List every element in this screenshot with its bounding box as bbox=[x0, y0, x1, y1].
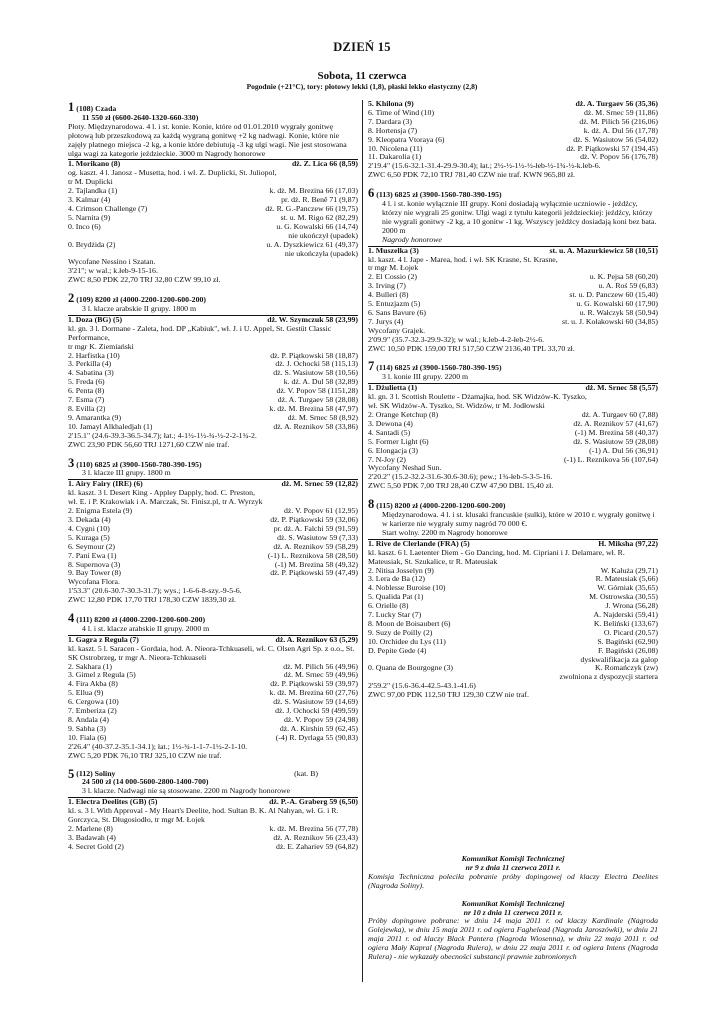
horse-name: 4. Santadi (5) bbox=[368, 428, 411, 437]
horse-name: 0. Brydżida (2) bbox=[68, 240, 116, 249]
jockey-info: dż. M. Srnec 58 (5,57) bbox=[585, 383, 658, 393]
horse-name: 1. Doza (BG) (5) bbox=[68, 315, 123, 324]
jockey-info: J. Wrona (56,28) bbox=[605, 601, 658, 611]
horse-name: 7. Lucky Star (7) bbox=[368, 611, 422, 620]
jockey-info: dż. P. Piątkowski 57 (194,45) bbox=[566, 143, 658, 153]
horse-name: 5. Kuraga (5) bbox=[68, 533, 110, 542]
jockey-info: nie ukończył (upadek) bbox=[288, 230, 358, 240]
jockey-info: dż. A. Turgaev 58 (28,08) bbox=[277, 395, 358, 405]
komunikat-1-text: Komisja Techniczna poleciła pobranie próby dopingowej od klaczy Electra Deelites (Nagroda Soliny). bbox=[368, 871, 658, 890]
race-title: (114) 6825 zł (3900-1560-780-390-195) bbox=[376, 363, 502, 373]
horse-name: 6. Penta (8) bbox=[68, 387, 105, 396]
spacer bbox=[368, 491, 658, 497]
horse-name: 5. Narnita (9) bbox=[68, 213, 111, 222]
horse-name: 8. Supernova (3) bbox=[68, 560, 121, 569]
jockey-info: dż. M. Pilich 56 (49,96) bbox=[283, 661, 358, 671]
jockey-info: S. Bagiński (62,90) bbox=[597, 636, 658, 646]
jockey-info: st. u. J. Kołakowski 60 (34,85) bbox=[562, 316, 658, 326]
jockey-info: dż. M. Srnec 58 (8,92) bbox=[287, 412, 358, 422]
horse-name: 1. Gagra z Regula (7) bbox=[68, 635, 139, 644]
horse-name: 5. Khilona (9) bbox=[368, 100, 414, 108]
jockey-info: k. dż. A. Dul 58 (32,89) bbox=[283, 377, 358, 387]
horse-name: 6. Sans Bavure (6) bbox=[368, 308, 427, 317]
jockey-info: st. u. M. Rigo 62 (82,29) bbox=[280, 212, 358, 222]
horse-name: 5. Qualida Pat (1) bbox=[368, 593, 424, 602]
text-line: kl. kaszt. 4 l. Jape - Marea, hod. i wł. SK Krasne, St. Krasne, bbox=[368, 254, 558, 264]
jockey-info: dż. S. Wasiutow 58 (10,56) bbox=[273, 368, 358, 378]
komunikat-1-subtitle: nr 9 z dnia 11 czerwca 2011 r. bbox=[465, 862, 561, 872]
horse-name: 7. Emberiza (2) bbox=[68, 707, 117, 716]
right-column bbox=[368, 100, 658, 700]
jockey-info: dż. M. Pilich 56 (216,06) bbox=[579, 116, 658, 126]
horse-name: 7. Pani Ewa (1) bbox=[68, 551, 117, 560]
jockey-info: dż. W. Szymczuk 58 (23,99) bbox=[267, 314, 358, 324]
horse-name: 2. El Cossio (2) bbox=[368, 273, 417, 282]
jockey-info: k. dż. M. Brezina 66 (17,03) bbox=[269, 186, 358, 196]
jockey-info: R. Mateusiak (5,66) bbox=[595, 574, 658, 584]
horse-name: 6. Cergowa (10) bbox=[68, 698, 119, 707]
text-line: 11 550 zł (6600-2640-1320-660-330) bbox=[82, 112, 199, 122]
race-title: (109) 8200 zł (4000-2200-1200-600-200) bbox=[76, 295, 206, 305]
jockey-info: dż. S. Wasiutow 59 (7,33) bbox=[277, 532, 358, 542]
race-title: (108) Czada bbox=[76, 104, 117, 113]
text-line: Międzynarodowa. 4 l. i st. klusaki francuskie (sulki), które w 2010 r. wygrały gonitwę i w karierze nie wygrały sumy nagród 70 000 €. bbox=[382, 510, 655, 528]
horse-name: 3. Perkilla (4) bbox=[68, 360, 112, 369]
jockey-info: dyskwalifikacja za galop bbox=[580, 654, 658, 664]
race-title: (112) Soliny bbox=[76, 768, 116, 778]
horse-name: 5. Former Light (6) bbox=[368, 437, 429, 446]
text-line: 3 l. klacze. Nadwagi nie są stosowane. 2200 m Nagrody honorowe bbox=[82, 786, 291, 796]
horse-name: 2. Harfistka (10) bbox=[68, 351, 120, 360]
text-line: Wycofane Nessino i Szatan. bbox=[68, 257, 156, 267]
horse-name: 1. Morikano (8) bbox=[68, 160, 121, 169]
text-line: Płoty. Międzynarodowa. 4 l. i st. konie. Konie, które od 01.01.2010 wygrały gonitwę płotową lub przeszkodową za każdą wygraną gonitwę +2 kg nadwagi. Konie, które nie zajęły płatnego miejsca -2 kg, a konie które debiutują -3 kg ulgi wagi. Nie jest stosowana ulga wagi za kategorie jeździeckie. 3000 m Nagrody honorowe bbox=[68, 121, 347, 158]
race-number: 8 bbox=[368, 497, 375, 512]
race-number: 2 bbox=[68, 291, 75, 306]
text-line: ZWC 12,80 PDK 17,70 TRJ 178,30 CZW 1839,30 zł. bbox=[68, 595, 236, 605]
horse-name: 3. Gimel z Regula (5) bbox=[68, 671, 136, 680]
text-line: 4 l. i st. konie wyłącznie III grupy. Koni dosiadają wyłącznie uczniowie - jeźdźcy, którzy nie wygrali 25 gonitw. Ulgi wagi z tytułu kategorii jeździeckiej: jeźdźcy, którzy nie wygrali gonitwy -2 kg, a 10 gonitw -1 kg. Wszyscy jeźdźcy dosiadają koni bez bata. 2000 m bbox=[382, 199, 657, 235]
horse-name: 0. Inco (6) bbox=[68, 222, 101, 231]
horse-name: 9. Kleopatra Vtoraya (6) bbox=[368, 135, 445, 144]
jockey-info: dż. A. Reznikov 56 (23,43) bbox=[273, 832, 358, 842]
race-title: (113) 6825 zł (3900-1560-780-390-195) bbox=[376, 190, 502, 200]
text-line: ZWC 8,50 PDK 22,70 TRJ 32,80 CZW 99,10 zł. bbox=[68, 275, 221, 285]
text-line: kl. kaszt. 6 l. Laetenter Diem - Go Dancing, hod. M. Cipriani i J. Delamare, wł. R. Mateusiak, St. Szukalice, tr R. Mateusiak bbox=[368, 547, 625, 566]
komunikaty bbox=[368, 855, 658, 962]
horse-name: 4. Sabatina (3) bbox=[68, 369, 114, 378]
jockey-info: dż. P. Piątkowski 59 (39,97) bbox=[270, 679, 358, 689]
horse-name: 10. Orchidee du Lys (11) bbox=[368, 637, 446, 646]
text-line: 4 l. i st. klacze arabskie II grupy. 2000 m bbox=[82, 623, 210, 633]
horse-name: 9. Amarantka (9) bbox=[68, 413, 122, 422]
text-line: 1'53.3" (20.6-30.7-30.3-31.7); wys.; 1-6-6-8-szy.-9-5-6. bbox=[68, 586, 242, 596]
jockey-info: u. K. Pejsa 58 (60,20) bbox=[589, 272, 658, 282]
horse-name: 9. Suzy de Poilly (2) bbox=[368, 628, 433, 637]
horse-name: 2. Sakhara (1) bbox=[68, 662, 112, 671]
jockey-info: (-1) A. Dul 56 (36,91) bbox=[589, 445, 658, 455]
horse-name: 2. Tajlandka (1) bbox=[68, 187, 118, 196]
jockey-info: dż. M. Srnec 59 (11,86) bbox=[584, 107, 658, 117]
jockey-info: k. dż. M. Brezina 58 (47,97) bbox=[269, 404, 358, 413]
race-number: 5 bbox=[68, 766, 75, 781]
spacer bbox=[68, 605, 358, 611]
jockey-info: H. Miksha (97,22) bbox=[598, 538, 658, 548]
jockey-info: pr. dż. R. Beně 71 (9,87) bbox=[281, 195, 358, 205]
race-title: (111) 8200 zł (4000-2200-1200-600-200) bbox=[76, 615, 206, 625]
jockey-info: dż. E. Zahariev 59 (64,82) bbox=[275, 841, 358, 851]
text-line: 3 l. konie III grupy. 2200 m bbox=[382, 372, 469, 382]
text-line: ZWC 97,00 PDK 112,50 TRJ 129,30 CZW nie traf. bbox=[368, 690, 529, 700]
jockey-info: dż. J. Ochocki 59 (499,59) bbox=[275, 706, 358, 716]
jockey-info: O. Picard (20,57) bbox=[603, 627, 658, 637]
jockey-info: dż. A. Turgaev 60 (7,88) bbox=[581, 410, 658, 419]
jockey-info: pr. dż. A. Falchi 59 (91,59) bbox=[273, 523, 358, 533]
horse-name: 8. Evilla (2) bbox=[68, 405, 106, 413]
horse-name: 1. Rive de Clerlande (FRA) (5) bbox=[368, 539, 470, 548]
jockey-info: dż. P. Piątkowski 59 (32,06) bbox=[270, 514, 358, 524]
horse-name: 5. Ellua (9) bbox=[68, 689, 104, 698]
jockey-info: dż. V. Popov 56 (176,78) bbox=[580, 152, 658, 162]
text-line: 2'26.4" (40-37.2-35.1-34.1); łat.; 1½-¾-1-1-7-1½-2-1-10. bbox=[68, 741, 248, 751]
jockey-info: (-1) M. Brezina 58 (40,37) bbox=[574, 427, 658, 437]
jockey-info: dż. Z. Lica 66 (8,59) bbox=[291, 159, 358, 169]
horse-name: 4. Crimson Challenge (7) bbox=[68, 204, 148, 213]
text-line: kl. kaszt. 5 l. Saracen - Gordaia, hod. A. Nieora-Tchkuaseli, wł. C. Olsen Agri Sp. z o.o., St. SK Ostrobrzeg, tr mgr A. Nieora-Tchkuaseli bbox=[68, 643, 355, 662]
horse-name: 5. Freda (6) bbox=[68, 378, 105, 387]
spacer bbox=[68, 761, 358, 767]
race-number: 3 bbox=[68, 455, 75, 470]
jockey-info: dż. J. Ochocki 58 (115,13) bbox=[275, 359, 358, 369]
horse-name: 2. Orange Ketchup (8) bbox=[368, 411, 439, 419]
jockey-info: k. dż. M. Brezina 56 (77,78) bbox=[269, 823, 358, 833]
spacer bbox=[368, 180, 658, 186]
horse-name: 1. Muszelka (3) bbox=[368, 246, 419, 255]
race-title: (115) 8200 zł (4000-2200-1200-600-200) bbox=[376, 501, 506, 511]
jockey-info: nie ukończyła (upadek) bbox=[284, 248, 358, 258]
horse-name: 4. Secret Gold (2) bbox=[68, 842, 124, 851]
column-divider bbox=[362, 100, 363, 982]
text-line: Wycofany Neshad Sun. bbox=[368, 463, 442, 473]
text-line: 2'19.4" (15.6-32.1-31.4-29.9-30.4); łat.; 2½-½-1½-½-łeb-½-1¾-½-k.łeb-6. bbox=[368, 161, 601, 171]
jockey-info: k. dż. M. Brezina 60 (27,76) bbox=[269, 688, 358, 698]
horse-name: 3. Lera de Ba (12) bbox=[368, 575, 425, 584]
horse-name: 3. Irving (7) bbox=[368, 282, 406, 291]
horse-name: 3. Dekada (4) bbox=[68, 515, 111, 524]
spacer bbox=[368, 353, 658, 359]
text-line: kl. kaszt. 3 l. Desert King - Appley Dapply, hod. C. Preston, bbox=[68, 488, 256, 498]
horse-name: 8. Moon de Boisaubert (6) bbox=[368, 619, 451, 628]
horse-name: 10. Fiala (6) bbox=[68, 733, 107, 742]
horse-name: D. Pepite Gede (4) bbox=[368, 646, 427, 655]
jockey-info: dż. P. Piątkowski 58 (18,87) bbox=[270, 350, 358, 360]
horse-name: 3. Dewona (4) bbox=[368, 419, 413, 428]
jockey-info: (-1) L. Reznikova 56 (107,64) bbox=[564, 454, 658, 464]
komunikat-2-subtitle: nr 10 z dnia 11 czerwca 2011 r. bbox=[463, 907, 563, 917]
jockey-info: dż. A. Reznikov 57 (41,67) bbox=[573, 418, 658, 428]
jockey-info: (-1) M. Brezina 58 (49,32) bbox=[274, 559, 358, 569]
horse-name: 6. Time of Wind (10) bbox=[368, 108, 435, 117]
jockey-info: zwolniona z dyspozycji startera bbox=[559, 672, 658, 682]
text-line: kl. gn. 3 l. Dormane - Zaleta, hod. DP „Kabiuk", wł. J. i U. Appel, St. Gestüt Classic Performance, bbox=[68, 323, 332, 342]
text-line: 2'09.9" (35.7-32.3-29.9-32); w wal.; k.łeb-4-2-łeb-2½-6. bbox=[368, 334, 545, 344]
horse-name: 4. Cygni (10) bbox=[68, 524, 110, 533]
horse-name: 6. Seymour (2) bbox=[68, 542, 115, 551]
horse-name: 8. Andala (4) bbox=[68, 716, 109, 724]
jockey-info: dż. P.-A. Graberg 59 (6,50) bbox=[269, 797, 358, 807]
horse-name: 9. Sabha (3) bbox=[68, 724, 106, 733]
race-category: (kat. B) bbox=[294, 768, 318, 778]
jockey-info: u. G. Kowalski 66 (14,74) bbox=[276, 221, 358, 231]
spacer bbox=[68, 450, 358, 456]
jockey-info: dż. R. G.-Panczew 66 (19,75) bbox=[265, 203, 358, 213]
jockey-info: (-1) L. Reznikova 58 (28,50) bbox=[267, 550, 358, 560]
text-line: 24 500 zł (14 000-5600-2800-1400-700) bbox=[82, 777, 209, 787]
horse-name: 2. Nitisa Josselyn (9) bbox=[368, 566, 434, 575]
text-line: og. kaszt. 4 l. Janosz - Musetta, hod. i wł. Z. Duplicki, St. Juliopol, bbox=[68, 168, 277, 178]
jockey-info: dż. M. Srnec 59 (49,96) bbox=[283, 670, 358, 680]
horse-name: 4. Fira Akba (8) bbox=[68, 680, 118, 689]
jockey-info: dż. A. Reznikov 58 (33,86) bbox=[273, 421, 358, 431]
jockey-info: dż. P. Piątkowski 59 (47,49) bbox=[270, 568, 358, 578]
jockey-info: dż. M. Srnec 59 (12,82) bbox=[281, 479, 358, 489]
komunikat-2-text: Próby dopingowe pobrane: w dniu 14 maja 2011 r. od klaczy Kardinale (Nagroda Golejewka), w dniu 15 maja 2011 r. od ogiera Faghelead (Nagroda Jaroszówki), w dniu 21 maja 2011 r. od klaczy Black Pantera (Nagroda Wiosenna), w dniu 22 maja 2011 r. od ogiera Mały Kapral (Nagroda Rulera), w dniu 22 maja 2011 r. od ogiera Intens (Nagroda Rulera) - nie wykazały obecności substancji prawnie zabronionych bbox=[368, 916, 658, 962]
text-line: 3'21"; w wal.; k.łeb-9-15-16. bbox=[68, 266, 158, 276]
jockey-info: dż. V. Popov 58 (1151,28) bbox=[276, 386, 358, 396]
text-line: 2'15.1" (24.6-39.3-36.5-34.7); łat.; 4-1½-1½-¾-½-2-2-1¾-2. bbox=[68, 430, 257, 440]
horse-name: 5. Entuzjazm (5) bbox=[368, 300, 421, 309]
horse-name: 2. Marlene (8) bbox=[68, 824, 113, 833]
text-line: Wycofana Flora. bbox=[68, 577, 120, 587]
horse-name: 4. Bulleri (8) bbox=[368, 291, 409, 300]
text-line: wł. E. i P. Krakowiak i A. Marczak, St. Finisz.pl, tr A. Wyrzyk bbox=[68, 497, 263, 507]
jockey-info: K. Beliński (133,67) bbox=[593, 618, 658, 628]
jockey-info: dż. A. Reznikov 59 (58,29) bbox=[273, 541, 358, 551]
horse-name: 1. Dżulietta (1) bbox=[368, 384, 418, 393]
horse-name: 8. Hortensja (7) bbox=[368, 126, 418, 135]
text-line: ZWC 5,50 PDK 7,00 TRJ 28,40 CZW 47,90 DBL 15,40 zł. bbox=[368, 481, 554, 491]
horse-name: 9. Bay Tower (8) bbox=[68, 569, 122, 578]
jockey-info: st. u. D. Panczew 60 (15,40) bbox=[569, 290, 658, 300]
komunikat-1-title: Komunikat Komisji Technicznej bbox=[461, 854, 565, 863]
text-line: ZWC 6,50 PDK 72,10 TRJ 781,40 CZW nie traf. KWN 965,80 zł. bbox=[368, 170, 575, 180]
jockey-info: dż. S. Wasiutow 56 (54,02) bbox=[573, 134, 658, 144]
jockey-info: u. A. Dyszkiewicz 61 (49,37) bbox=[266, 239, 358, 249]
horse-name: 1. Electra Deelites (GB) (5) bbox=[68, 798, 158, 807]
race-number: 1 bbox=[68, 100, 75, 114]
race-number: 7 bbox=[368, 359, 375, 374]
race-title: (110) 6825 zł (3900-1560-780-390-195) bbox=[76, 459, 202, 469]
horse-name: 7. Jurys (4) bbox=[368, 317, 404, 326]
horse-name: 7. Esma (7) bbox=[68, 396, 105, 405]
jockey-info: u. R. Wałczyk 58 (50,94) bbox=[579, 307, 658, 317]
jockey-info: dż. A. Reznikov 63 (5,29) bbox=[275, 634, 358, 644]
horse-name: 1. Airy Fairy (IRE) (6) bbox=[68, 480, 143, 489]
horse-name: 0. Quana de Bourgogne (3) bbox=[368, 664, 453, 673]
horse-name: 2. Enigma Estela (9) bbox=[68, 507, 133, 516]
left-column bbox=[68, 100, 358, 852]
text-line: 2'59.2" (15.6-36.4-42.5-43.1-41.6) bbox=[368, 681, 476, 691]
horse-name: 6. Elongacja (3) bbox=[368, 446, 419, 455]
jockey-info: K. Romańczyk (zw) bbox=[594, 663, 658, 673]
horse-name: 3. Badawah (4) bbox=[68, 833, 116, 842]
jockey-info: dż. A. Kirshin 59 (62,45) bbox=[279, 723, 358, 733]
text-line: ZWC 10,50 PDK 159,00 TRJ 517,50 CZW 2136,40 TPL 33,70 zł. bbox=[368, 343, 575, 353]
race-number: 4 bbox=[68, 611, 75, 626]
horse-name: 10. Nicolena (11) bbox=[368, 144, 423, 153]
page-title: DZIEŃ 15 bbox=[333, 40, 391, 54]
text-line: ZWC 23,90 PDK 56,60 TRJ 1271,60 CZW nie traf. bbox=[68, 439, 230, 449]
text-line: tr M. Duplicki bbox=[68, 177, 113, 187]
jockey-info: dż. A. Turgaev 56 (35,36) bbox=[575, 99, 658, 108]
text-line: tr mgr K. Ziemiański bbox=[68, 341, 134, 351]
horse-name: 3. Kalmar (4) bbox=[68, 196, 111, 205]
jockey-info: st. u. A. Mazurkiewicz 58 (10,51) bbox=[549, 245, 658, 255]
jockey-info: (-4) R. Dyrlaga 55 (90,83) bbox=[275, 732, 358, 742]
jockey-info: W. Górniak (35,65) bbox=[597, 583, 658, 593]
text-line: Nagrody honorowe bbox=[382, 234, 442, 244]
jockey-info: F. Bagiński (26,08) bbox=[597, 645, 658, 655]
result-row bbox=[68, 843, 358, 852]
horse-name: 6. Orielle (8) bbox=[368, 602, 409, 611]
text-line: Start wolny. 2200 m Nagrody honorowe bbox=[382, 527, 508, 537]
horse-name: 11. Dakarolia (1) bbox=[368, 153, 422, 162]
jockey-info: dż. S. Wasiutow 59 (14,69) bbox=[273, 697, 358, 707]
text-line: tr mgr M. Łojek bbox=[368, 263, 419, 273]
page-date: Sobota, 11 czerwca bbox=[317, 70, 407, 82]
text-line: kl. s. 3 l. With Approval - My Heart's Deelite, hod. Sultan B. K. Al Nahyan, wł. G. i R. Gorczyca, St. Długosiodło, tr mgr M. Łojek bbox=[68, 806, 339, 825]
jockey-info: k. dż. A. Dul 56 (17,78) bbox=[583, 125, 658, 135]
text-line: 2'20.2" (15.2-32.2-31.6-30.6-30.6); pew.; 1¾-łeb-5-3-5-16. bbox=[368, 472, 553, 482]
spacer bbox=[68, 285, 358, 291]
race-number: 6 bbox=[368, 186, 375, 201]
text-line: wł. SK Widzów-A. Tyszko, St. Widzów, tr M. Jodłowski bbox=[368, 401, 545, 411]
jockey-info: u. A. Roś 59 (6,83) bbox=[598, 281, 658, 291]
weather-line: Pogodnie (+21°C), tory: płotowy lekki (1,8), płaski lekko elastyczny (2,8) bbox=[246, 82, 478, 91]
komunikat-2-title: Komunikat Komisji Technicznej bbox=[461, 898, 565, 908]
text-line: 3 l. klacze III grupy. 1800 m bbox=[82, 468, 171, 478]
horse-name: 7. Dardara (3) bbox=[368, 117, 412, 126]
jockey-info: dż. V. Popov 61 (12,95) bbox=[283, 506, 358, 516]
horse-name: 7. N-Joy (2) bbox=[368, 455, 406, 464]
horse-name: 10. Jamayl Alkhaledjah (1) bbox=[68, 422, 153, 431]
jockey-info: dż. S. Wasiutow 59 (28,08) bbox=[573, 436, 658, 446]
text-line: kl. gn. 3 l. Scottish Roulette - Dżamajka, hod. SK Widzów-K. Tyszko, bbox=[368, 392, 587, 402]
horse-name: 4. Noblesse Buroise (10) bbox=[368, 584, 446, 593]
text-line: 3 l. klacze arabskie II grupy. 1800 m bbox=[82, 304, 197, 314]
jockey-info: M. Ostrowska (30,55) bbox=[589, 592, 658, 602]
jockey-info: A. Najderski (59,41) bbox=[593, 610, 658, 620]
jockey-info: dż. V. Popov 59 (24,98) bbox=[283, 715, 358, 724]
jockey-info: u. G. Kowalski 60 (17,90) bbox=[576, 299, 658, 309]
jockey-info: W. Kałuża (29,71) bbox=[600, 565, 658, 575]
text-line: Wycofany Grajek. bbox=[368, 325, 426, 335]
text-line: ZWC 5,20 PDK 76,10 TRJ 325,10 CZW nie traf. bbox=[68, 750, 222, 760]
